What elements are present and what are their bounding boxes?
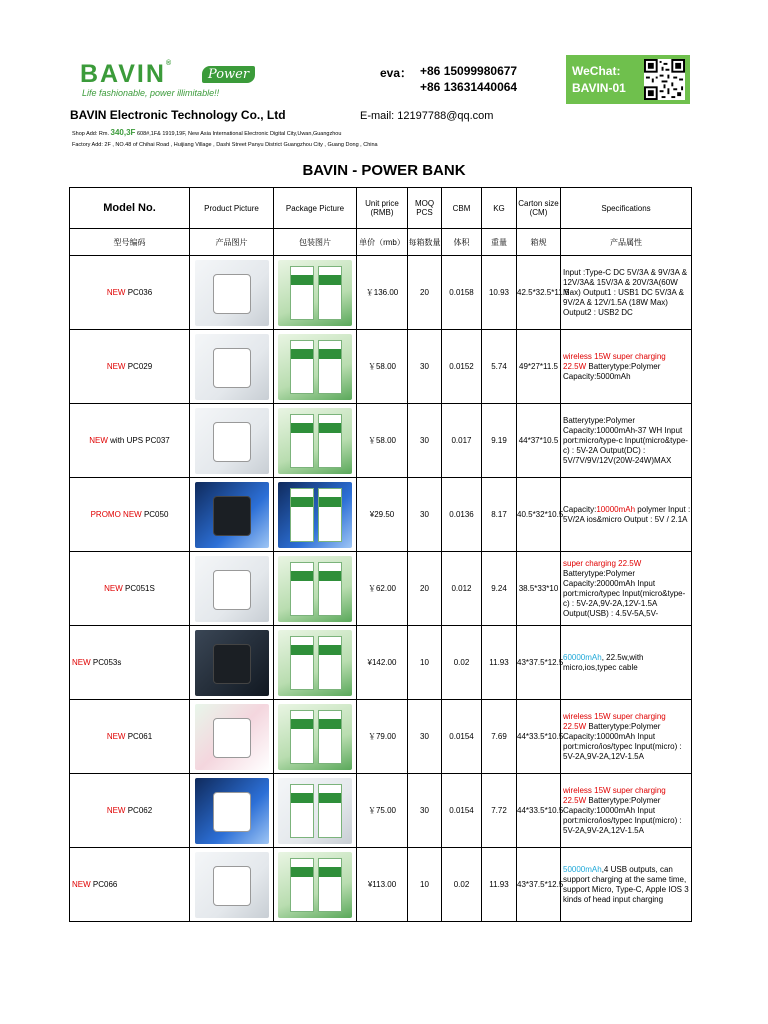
price-cell: ￥58.00: [357, 404, 408, 478]
product-image: [195, 778, 269, 844]
new-badge: NEW: [72, 880, 91, 889]
product-picture: [190, 848, 274, 922]
product-picture: [190, 256, 274, 330]
logo-power-badge: Power: [202, 66, 255, 83]
new-badge: NEW: [89, 436, 108, 445]
col-product-picture-cn: 产品图片: [190, 229, 274, 256]
company-name: BAVIN Electronic Technology Co., Ltd: [70, 108, 286, 122]
carton-cell: 44*33.5*10.5: [517, 774, 561, 848]
col-carton-cn: 箱规: [517, 229, 561, 256]
cbm-cell: 0.02: [442, 848, 482, 922]
product-image: [195, 482, 269, 548]
model-cell: NEW PC066: [70, 848, 190, 922]
cbm-cell: 0.0154: [442, 774, 482, 848]
spec-cell: Capacity:10000mAh polymer Input : 5V/2A ios&micro Output : 5V / 2.1A: [561, 478, 692, 552]
col-spec: Specifications: [561, 188, 692, 229]
cbm-cell: 0.0158: [442, 256, 482, 330]
new-badge: NEW: [106, 288, 126, 297]
col-moq: MOQ PCS: [408, 188, 442, 229]
col-package-picture: Package Picture: [274, 188, 357, 229]
package-image: [278, 556, 352, 622]
moq-cell: 20: [408, 256, 442, 330]
new-badge: NEW: [123, 510, 142, 519]
cbm-cell: 0.0136: [442, 478, 482, 552]
price-cell: ￥62.00: [357, 552, 408, 626]
cbm-cell: 0.02: [442, 626, 482, 700]
promo-badge: PROMO: [90, 510, 124, 519]
moq-cell: 30: [408, 700, 442, 774]
cbm-cell: 0.0154: [442, 700, 482, 774]
wechat-label: WeChat:: [572, 64, 621, 78]
carton-cell: 40.5*32*10.5: [517, 478, 561, 552]
col-unit-price-cn: 单价（rmb）: [357, 229, 408, 256]
kg-cell: 9.24: [482, 552, 517, 626]
table-row: [70, 848, 692, 922]
package-picture: [274, 552, 357, 626]
new-badge: NEW: [106, 732, 126, 741]
col-kg: KG: [482, 188, 517, 229]
package-picture: [274, 774, 357, 848]
package-image: [278, 260, 352, 326]
header-row-en: [70, 188, 692, 229]
package-image: [278, 630, 352, 696]
carton-cell: 44*33.5*10.5: [517, 700, 561, 774]
spec-cell: 50000mAh,4 USB outputs, can support charging at the same time, support Micro, Type-C, Apple IOS 3 kinds of head input charging: [561, 848, 692, 922]
product-image: [195, 260, 269, 326]
table-row: [70, 700, 692, 774]
qr-code-icon: [644, 59, 685, 100]
col-cbm-cn: 体积: [442, 229, 482, 256]
price-cell: ￥136.00: [357, 256, 408, 330]
model-cell: NEW PC029: [70, 330, 190, 404]
phone-number-2: +86 13631440064: [420, 80, 518, 94]
product-picture: [190, 478, 274, 552]
new-badge: NEW: [104, 584, 123, 593]
col-package-picture-cn: 包装图片: [274, 229, 357, 256]
product-image: [195, 408, 269, 474]
moq-cell: 30: [408, 330, 442, 404]
col-cbm: CBM: [442, 188, 482, 229]
col-unit-price: Unit price (RMB): [357, 188, 408, 229]
spec-cell: Input :Type-C DC 5V/3A & 9V/3A & 12V/3A& 15V/3A & 20V/3A(60W Max) Output1 : USB1 DC 5V/3A & 9V/2A & 12V/1.5A (18W Max) Output2 : USB2 DC: [561, 256, 692, 330]
package-image: [278, 408, 352, 474]
product-image: [195, 852, 269, 918]
bavin-logo: [80, 58, 270, 108]
spec-cell: wireless 15W super charging 22.5W Batterytype:Polymer Capacity:10000mAh Input port:micro/ios/typec Input(micro) : 5V-2A,9V-2A,12V-1.5A: [561, 700, 692, 774]
col-moq-cn: 每箱数量: [408, 229, 442, 256]
table-row: [70, 330, 692, 404]
phone-number-1: +86 15099980677: [420, 64, 518, 78]
moq-cell: 30: [408, 478, 442, 552]
kg-cell: 7.69: [482, 700, 517, 774]
table-row: [70, 552, 692, 626]
col-kg-cn: 重量: [482, 229, 517, 256]
kg-cell: 11.93: [482, 848, 517, 922]
kg-cell: 10.93: [482, 256, 517, 330]
carton-cell: 38.5*33*10: [517, 552, 561, 626]
model-cell: NEW PC053s: [70, 626, 190, 700]
model-cell: NEW PC061: [70, 700, 190, 774]
package-picture: [274, 330, 357, 404]
spec-cell: wireless 15W super charging 22.5W Batterytype:Polymer Capacity:10000mAh Input port:micro/ios/typec Input(micro) : 5V-2A,9V-2A,12V-1.5A: [561, 774, 692, 848]
col-carton: Carton size (CM): [517, 188, 561, 229]
price-cell: ¥142.00: [357, 626, 408, 700]
moq-cell: 30: [408, 774, 442, 848]
price-cell: ￥58.00: [357, 330, 408, 404]
carton-cell: 43*37.5*12.5: [517, 626, 561, 700]
model-cell: NEW with UPS PC037: [70, 404, 190, 478]
package-picture: [274, 626, 357, 700]
moq-cell: 20: [408, 552, 442, 626]
wechat-box: [566, 55, 690, 104]
moq-cell: 10: [408, 626, 442, 700]
price-cell: ¥29.50: [357, 478, 408, 552]
package-image: [278, 778, 352, 844]
new-badge: NEW: [106, 362, 126, 371]
logo-tagline: Life fashionable, power illimitable!!: [82, 88, 220, 98]
package-image: [278, 704, 352, 770]
model-cell: NEW PC036: [70, 256, 190, 330]
package-image: [278, 482, 352, 548]
moq-cell: 30: [408, 404, 442, 478]
cbm-cell: 0.012: [442, 552, 482, 626]
carton-cell: 42.5*32.5*11.5: [517, 256, 561, 330]
spec-cell: wireless 15W super charging 22.5W Batterytype:Polymer Capacity:5000mAh: [561, 330, 692, 404]
package-picture: [274, 700, 357, 774]
new-badge: NEW: [72, 658, 91, 667]
product-picture: [190, 330, 274, 404]
product-image: [195, 334, 269, 400]
col-model-cn: 型号编码: [70, 229, 190, 256]
product-table: [69, 187, 692, 922]
package-image: [278, 334, 352, 400]
product-picture: [190, 700, 274, 774]
cbm-cell: 0.0152: [442, 330, 482, 404]
spec-cell: Batterytype:Polymer Capacity:10000mAh-37 WH Input port:micro/type-c Input(micro&type-c) : 5V-2A Output(DC) : 5V/7V/9V/12V(20W-24W)MAX: [561, 404, 692, 478]
page-title: BAVIN - POWER BANK: [302, 162, 466, 179]
kg-cell: 11.93: [482, 626, 517, 700]
kg-cell: 7.72: [482, 774, 517, 848]
spec-cell: 60000mAh, 22.5w,with micro,ios,typec cable: [561, 626, 692, 700]
product-picture: [190, 626, 274, 700]
contact-name: eva：: [380, 66, 413, 80]
new-badge: NEW: [106, 806, 126, 815]
package-picture: [274, 404, 357, 478]
col-product-picture: Product Picture: [190, 188, 274, 229]
price-cell: ￥79.00: [357, 700, 408, 774]
table-row: [70, 404, 692, 478]
table-row: [70, 774, 692, 848]
price-cell: ¥113.00: [357, 848, 408, 922]
col-model: Model No.: [70, 188, 190, 229]
logo-text: BAVIN®: [80, 60, 174, 88]
carton-cell: 49*27*11.5: [517, 330, 561, 404]
wechat-id: BAVIN-01: [572, 81, 626, 95]
package-picture: [274, 848, 357, 922]
spec-cell: super charging 22.5W Batterytype:Polymer Capacity:20000mAh Input port:micro/typec Input(micro&type-c) : 5V-2A,9V-2A,12V-1.5A Output(USB) : 4.5V-5A,5V-: [561, 552, 692, 626]
col-spec-cn: 产品属性: [561, 229, 692, 256]
moq-cell: 10: [408, 848, 442, 922]
header-row-cn: [70, 229, 692, 256]
package-image: [278, 852, 352, 918]
model-cell: PROMO NEW PC050: [70, 478, 190, 552]
carton-cell: 43*37.5*12.5: [517, 848, 561, 922]
carton-cell: 44*37*10.5: [517, 404, 561, 478]
cbm-cell: 0.017: [442, 404, 482, 478]
factory-address: Factory Add: 2F , NO.48 of Chihai Road , Huijiang Village , Dashi Street Panyu District Guangzhou City , Guang Dong , China: [72, 142, 378, 148]
email-address: E-mail: 12197788@qq.com: [360, 110, 494, 122]
package-picture: [274, 256, 357, 330]
product-image: [195, 630, 269, 696]
shop-address: Shop Add: Rm. 340,3F 608#,1F& 1919,19F, New Asia International Electronic Digital City,Uwan,Guangzhou: [72, 128, 342, 137]
product-picture: [190, 552, 274, 626]
package-picture: [274, 478, 357, 552]
product-picture: [190, 774, 274, 848]
model-cell: NEW PC051S: [70, 552, 190, 626]
price-cell: ￥75.00: [357, 774, 408, 848]
table-row: [70, 626, 692, 700]
model-cell: NEW PC062: [70, 774, 190, 848]
table-row: [70, 256, 692, 330]
product-picture: [190, 404, 274, 478]
product-image: [195, 556, 269, 622]
kg-cell: 5.74: [482, 330, 517, 404]
kg-cell: 9.19: [482, 404, 517, 478]
product-image: [195, 704, 269, 770]
table-row: [70, 478, 692, 552]
kg-cell: 8.17: [482, 478, 517, 552]
